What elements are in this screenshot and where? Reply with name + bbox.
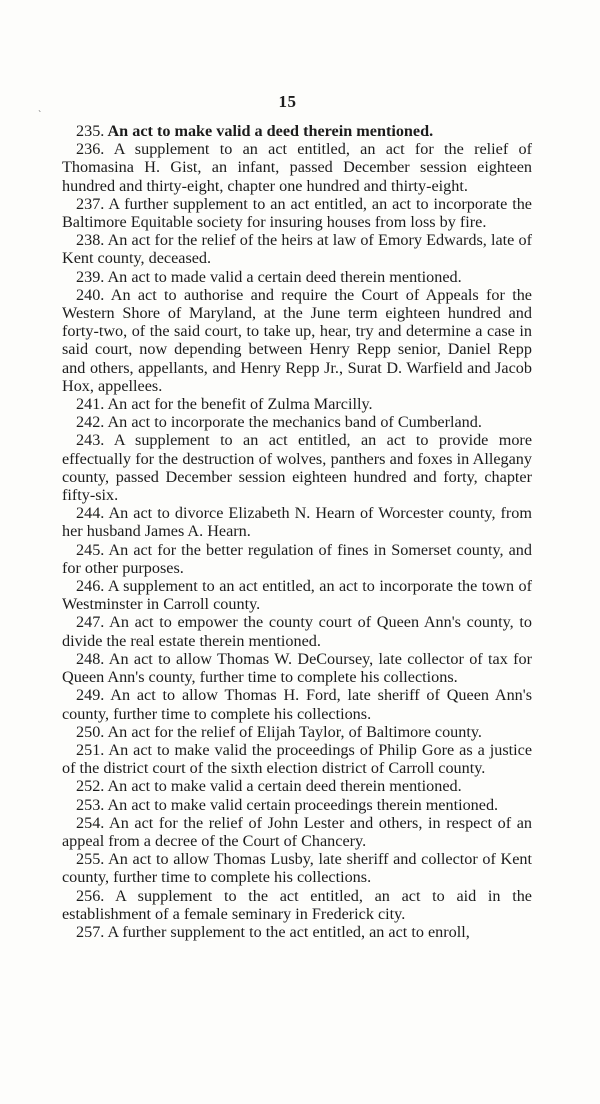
entry-text: An act for the relief of the heirs at law of Emory Edwards, late of Kent county, deceased. [62, 231, 532, 268]
list-item [62, 195, 532, 231]
list-item [62, 140, 532, 195]
entry-text: An act to allow Thomas H. Ford, late sheriff of Queen Ann's county, further time to complete his collections. [62, 686, 532, 723]
entry-number: 256. [76, 886, 105, 905]
page-number: 15 [278, 92, 297, 111]
list-item [62, 723, 532, 741]
entry-number: 245. [76, 540, 105, 559]
list-item [62, 413, 532, 431]
entry-text: An act to authorise and require the Court of Appeals for the Western Shore of Maryland, at the June term eighteen hundred and forty-two, of the said court, to take up, hear, try and determine a case in said court, now depending between Henry Repp senior, Daniel Repp and others, appellants, and Henry Repp Jr., Surat D. Warfield and Jacob Hox, appellees. [62, 285, 532, 395]
entry-number: 249. [76, 686, 105, 705]
entry-text: A further supplement to the act entitled, an act to enroll, [107, 922, 470, 941]
list-item [62, 431, 532, 504]
entry-number: 251. [76, 740, 105, 759]
entry-text: An act to make valid a deed therein mentioned. [107, 122, 434, 140]
entry-number: 247. [76, 613, 105, 632]
list-item [62, 686, 532, 722]
entry-number: 240. [76, 285, 105, 304]
list-item [62, 613, 532, 649]
entry-text: An act to make valid certain proceedings therein mentioned. [107, 795, 499, 814]
entry-text: An act to make valid a certain deed therein mentioned. [107, 777, 462, 796]
entry-number: 246. [76, 577, 105, 596]
entry-text: A supplement to an act entitled, an act to incorporate the town of Westminster in Carroll county. [62, 577, 532, 614]
list-item [62, 814, 532, 850]
entry-number: 241. [76, 395, 105, 414]
entry-number: 255. [76, 850, 105, 869]
entry-text: An act to incorporate the mechanics band of Cumberland. [107, 413, 482, 432]
entry-number: 235. [76, 122, 105, 140]
entry-text: An act for the relief of Elijah Taylor, of Baltimore county. [107, 722, 482, 741]
entry-text: An act to allow Thomas W. DeCoursey, late collector of tax for Queen Ann's county, further time to complete his collections. [62, 649, 533, 687]
acts-list [62, 122, 532, 941]
entry-text: A supplement to an act entitled, an act for the relief of Thomasina H. Gist, an infant, passed December session eighteen hundred and thirty-eight, chapter one hundred and thirty-eight. [62, 140, 532, 195]
entry-text: An act to allow Thomas Lusby, late sheriff and collector of Kent county, further time to complete his collections. [62, 850, 533, 887]
list-item [62, 286, 532, 395]
list-item [62, 231, 532, 267]
entry-number: 248. [76, 649, 105, 668]
list-item [62, 887, 532, 923]
entry-text: An act to made valid a certain deed therein mentioned. [107, 267, 462, 286]
list-item [62, 122, 532, 140]
list-item [62, 504, 532, 540]
entry-text: An act to divorce Elizabeth N. Hearn of Worcester county, from her husband James A. Hearn. [62, 504, 532, 541]
entry-number: 244. [76, 504, 105, 523]
entry-number: 238. [76, 231, 105, 250]
entry-number: 237. [76, 194, 105, 213]
list-item [62, 777, 532, 795]
entry-text: An act for the better regulation of fines in Somerset county, and for other purposes. [62, 540, 532, 577]
entry-number: 239. [76, 267, 105, 286]
entry-text: An act to empower the county court of Queen Ann's county, to divide the real estate therein mentioned. [62, 613, 532, 650]
list-item [62, 796, 532, 814]
entry-number: 250. [76, 722, 105, 741]
entry-text: A further supplement to an act entitled, an act to incorporate the Baltimore Equitable society for insuring houses from loss by fire. [62, 194, 532, 232]
entry-number: 254. [76, 813, 105, 832]
list-item [62, 577, 532, 613]
list-item [62, 741, 532, 777]
entry-text: A supplement to an act entitled, an act to provide more effectually for the destruction of wolves, panthers and foxes in Allegany county, passed December session eighteen hundred and forty, chapter fifty-six. [62, 431, 533, 505]
list-item [62, 923, 532, 941]
list-item [62, 850, 532, 886]
entry-text: An act for the benefit of Zulma Marcilly. [107, 395, 373, 414]
entry-number: 243. [76, 431, 105, 450]
entry-number: 236. [76, 140, 105, 159]
list-item [62, 395, 532, 413]
entry-number: 252. [76, 777, 105, 796]
list-item [62, 268, 532, 286]
list-item [62, 650, 532, 686]
entry-text: An act to make valid the proceedings of Philip Gore as a justice of the district court of the sixth election district of Carroll county. [62, 740, 533, 778]
list-item [62, 541, 532, 577]
entry-number: 253. [76, 795, 105, 814]
entry-text: A supplement to the act entitled, an act to aid in the establishment of a female seminary in Frederick city. [62, 886, 532, 923]
margin-mark: ˴ [38, 105, 42, 116]
entry-text: An act for the relief of John Lester and others, in respect of an appeal from a decree of the Court of Chancery. [62, 813, 532, 850]
entry-number: 257. [76, 922, 105, 941]
entry-number: 242. [76, 413, 105, 432]
